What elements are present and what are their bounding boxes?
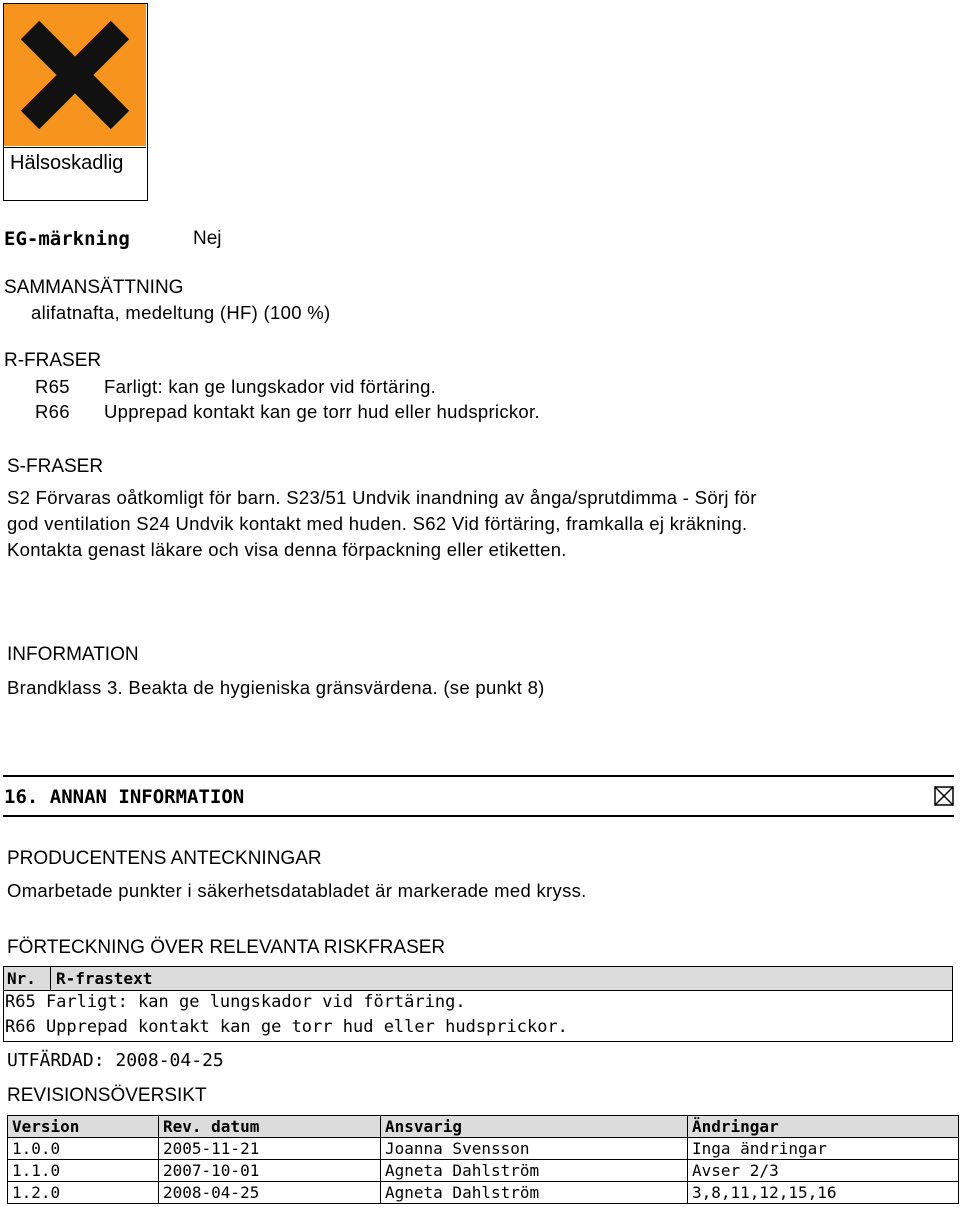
risk-list-heading: FÖRTECKNING ÖVER RELEVANTA RISKFRASER [7,937,446,958]
s-phrases-heading: S-FRASER [7,456,104,477]
s-phrases-line: Kontakta genast läkare och visa denna förpackning eller etiketten. [7,539,567,560]
section-16-title: 16. ANNAN INFORMATION [4,786,245,808]
producer-text: Omarbetade punkter i säkerhetsdatabladet är markerade med kryss. [7,880,587,901]
section-divider [3,815,954,817]
s-phrases-line: god ventilation S24 Undvik kontakt med huden. S62 Vid förtäring, framkalla ej kräkning. [7,513,748,534]
column-header: Version [8,1116,159,1138]
version-cell: 1.2.0 [8,1182,159,1204]
eg-marking-label: EG-märkning [4,228,130,250]
issued-date: UTFÄRDAD: 2008-04-25 [7,1050,224,1071]
hazard-label: Hälsoskadlig [10,152,124,174]
table-header [8,1116,959,1138]
r-phrase-code: R66 [35,401,70,422]
section-divider [3,775,954,777]
table-row: R66 Upprepad kontakt kan ge torr hud eller hudsprickor. [5,1017,568,1037]
column-header: Nr. [7,969,36,988]
revision-heading: REVISIONSÖVERSIKT [7,1085,207,1106]
responsible-cell: Joanna Svensson [381,1138,688,1160]
column-header: Ansvarig [381,1116,688,1138]
column-header: R-frastext [56,969,153,988]
r-phrase-text: Upprepad kontakt kan ge torr hud eller hudsprickor. [104,401,540,422]
composition-heading: SAMMANSÄTTNING [4,277,184,298]
revision-table [7,1115,959,1204]
changes-cell: Inga ändringar [688,1138,959,1160]
information-heading: INFORMATION [7,644,139,665]
harmful-x-icon [4,4,146,148]
column-header: Ändringar [688,1116,959,1138]
version-cell: 1.1.0 [8,1160,159,1182]
responsible-cell: Agneta Dahlström [381,1182,688,1204]
producer-heading: PRODUCENTENS ANTECKNINGAR [7,848,322,869]
date-cell: 2005-11-21 [159,1138,381,1160]
version-cell: 1.0.0 [8,1138,159,1160]
table-row [8,1138,959,1160]
r-phrase-code: R65 [35,376,70,397]
responsible-cell: Agneta Dahlström [381,1160,688,1182]
table-row: R65 Farligt: kan ge lungskador vid förtäring. [5,992,466,1012]
date-cell: 2007-10-01 [159,1160,381,1182]
information-text: Brandklass 3. Beakta de hygieniska gränsvärdena. (se punkt 8) [7,677,545,698]
eg-marking-value: Nej [193,228,222,249]
r-phrases-heading: R-FRASER [4,350,102,371]
s-phrases-line: S2 Förvaras oåtkomligt för barn. S23/51 Undvik inandning av ånga/sprutdimma - Sörj för [7,487,757,508]
hazard-symbol [3,3,148,201]
r-phrase-text: Farligt: kan ge lungskador vid förtäring. [104,376,437,397]
changes-cell: 3,8,11,12,15,16 [688,1182,959,1204]
changes-cell: Avser 2/3 [688,1160,959,1182]
revised-marker-icon [934,786,954,811]
column-header: Rev. datum [159,1116,381,1138]
table-header [4,967,952,991]
composition-text: alifatnafta, medeltung (HF) (100 %) [31,302,331,323]
table-row [8,1160,959,1182]
table-row [8,1182,959,1204]
date-cell: 2008-04-25 [159,1182,381,1204]
risk-phrase-table [3,966,953,1042]
